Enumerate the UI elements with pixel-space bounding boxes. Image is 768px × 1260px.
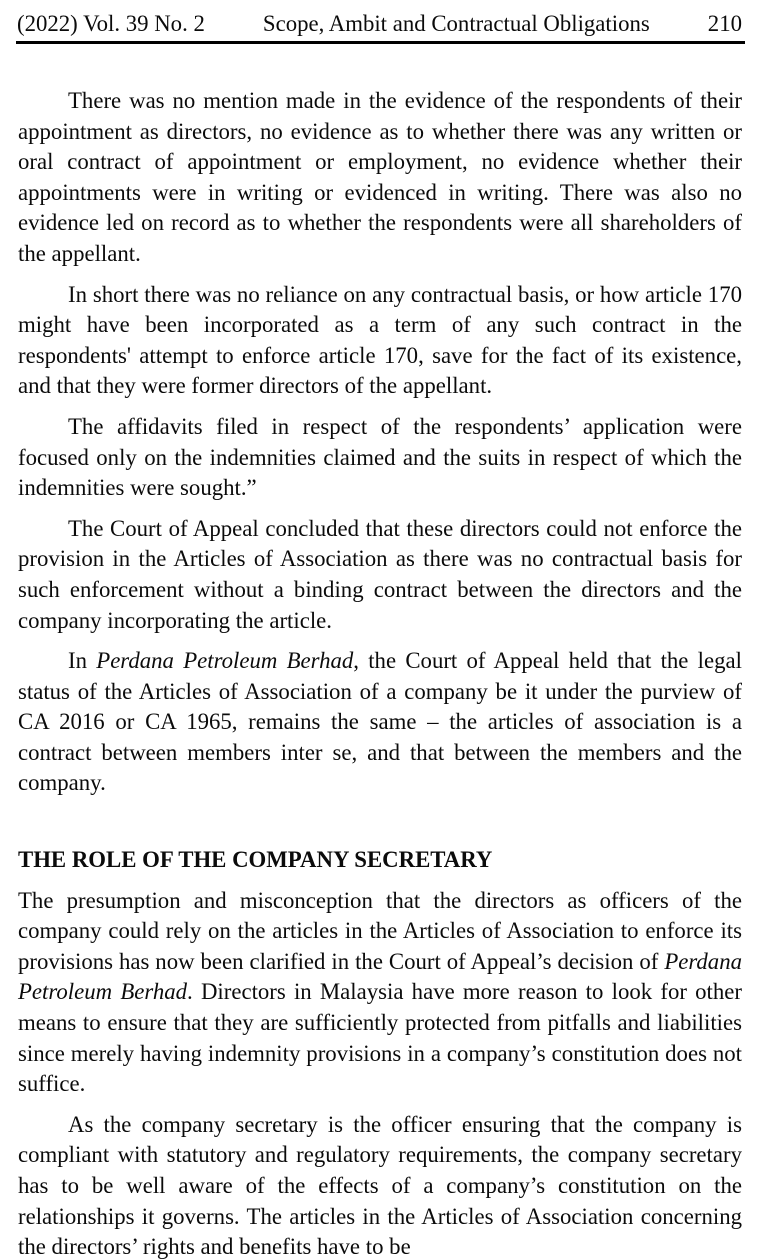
running-header <box>17 11 742 37</box>
paragraph <box>18 514 742 636</box>
document-body <box>18 86 742 1260</box>
header-rule <box>16 41 745 44</box>
paragraph <box>18 280 742 402</box>
text-run: THE ROLE OF THE COMPANY SECRETARY <box>18 847 493 873</box>
paragraph <box>18 412 742 504</box>
text-run: The presumption and misconception that the directors as officers of the company could rely on the articles in the Articles of Association to enforce its provisions has now been clarified in the Court of Appeal’s decision of <box>18 887 742 974</box>
text-run: In short there was no reliance on any contractual basis, or how article 170 might have been incorporated as a term of any such contract in the respondents' attempt to enforce article 170, save for the fact of its existence, and that they were former directors of the appellant. <box>18 281 742 399</box>
text-run: . Directors in Malaysia have more reason to look for other means to ensure that they are sufficiently protected from pitfalls and liabilities since merely having indemnity provisions in a company’s constitution does not suffice. <box>18 979 742 1097</box>
text-run: As the company secretary is the officer ensuring that the company is compliant with statutory and regulatory requirements, the company secretary has to be well aware of the effects of a company’s constitution on the relationships it governs. The articles in the Articles of Association concerning the directors’ rights and benefits have to be <box>18 1111 742 1260</box>
case-name-italic: Perdana Petroleum Berhad <box>18 948 742 1005</box>
paragraph <box>18 1110 742 1260</box>
paragraph <box>18 86 742 270</box>
paragraph <box>18 886 742 1100</box>
section-heading <box>18 845 742 876</box>
header-running-title: Scope, Ambit and Contractual Obligations <box>262 11 650 36</box>
header-page-number: 210 <box>707 11 742 36</box>
case-name-italic: Perdana Petroleum Berhad <box>96 648 354 674</box>
header-citation: (2022) Vol. 39 No. 2 <box>17 11 205 36</box>
text-run: , the Court of Appeal held that the legal status of the Articles of Association of a company be it under the purview of CA 2016 or CA 1965, remains the same – the articles of association is a contract between members inter se, and that between the members and the company. <box>18 648 742 796</box>
text-run: In <box>68 648 97 674</box>
paragraph <box>18 646 742 799</box>
text-run: The Court of Appeal concluded that these directors could not enforce the provision in the Articles of Association as there was no contractual basis for such enforcement without a binding contract between the directors and the company incorporating the article. <box>18 515 742 633</box>
text-run: The affidavits filed in respect of the respondents’ application were focused only on the indemnities claimed and the suits in respect of which the indemnities were sought.” <box>18 413 742 501</box>
text-run: There was no mention made in the evidence of the respondents of their appointment as directors, no evidence as to whether there was any written or oral contract of appointment or employment, no evidence whether their appointments were in writing or evidenced in writing. There was also no evidence led on record as to whether the respondents were all shareholders of the appellant. <box>18 88 742 266</box>
